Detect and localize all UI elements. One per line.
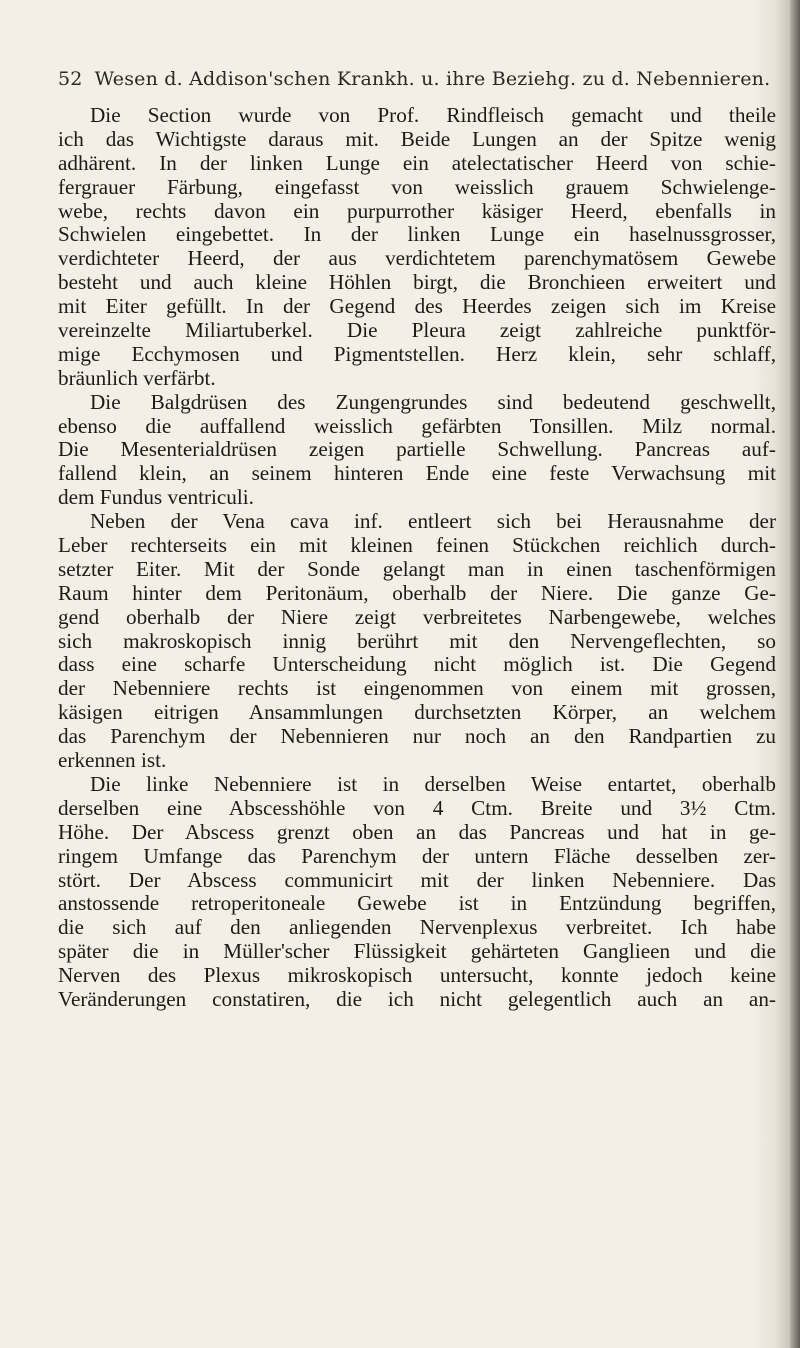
text-line: Die linke Nebenniere ist in derselben Weise entartet, oberhalb	[90, 771, 776, 796]
text-line: Nerven des Plexus mikroskopisch untersucht, konnte jedoch keine	[58, 963, 776, 988]
text-line: webe, rechts davon ein purpurrother käsiger Heerd, ebenfalls in	[58, 198, 776, 223]
text-line: Raum hinter dem Peritonäum, oberhalb der Niere. Die ganze Ge-	[58, 580, 776, 605]
text-line: fallend klein, an seinem hinteren Ende eine feste Verwachsung mit	[58, 461, 776, 486]
text-line: ringem Umfange das Parenchym der untern Fläche desselben zer-	[58, 843, 776, 868]
text-line: sich makroskopisch innig berührt mit den Nervengeflechten, so	[58, 628, 776, 653]
text-line: dem Fundus ventriculi.	[58, 485, 254, 510]
text-line: fergrauer Färbung, eingefasst von weisslich grauem Schwielenge-	[58, 174, 776, 199]
text-line: der Nebenniere rechts ist eingenommen von einem mit grossen,	[58, 676, 776, 701]
text-line: derselben eine Abscesshöhle von 4 Ctm. Breite und 3½ Ctm.	[58, 795, 776, 820]
text-line: vereinzelte Miliartuberkel. Die Pleura zeigt zahlreiche punktför-	[58, 318, 776, 343]
text-line: später die in Müller'scher Flüssigkeit gehärteten Ganglieen und die	[58, 939, 776, 964]
text-line: stört. Der Abscess communicirt mit der linken Nebenniere. Das	[58, 867, 776, 892]
text-line: Die Section wurde von Prof. Rindfleisch gemacht und theile	[90, 103, 776, 127]
body-text	[58, 104, 776, 1012]
text-line: das Parenchym der Nebennieren nur noch an den Randpartien zu	[58, 724, 776, 749]
running-header	[58, 68, 778, 90]
text-line: Neben der Vena cava inf. entleert sich bei Herausnahme der	[90, 509, 776, 534]
text-line: verdichteter Heerd, der aus verdichtetem parenchymatösem Gewebe	[58, 246, 776, 271]
text-line: Leber rechterseits ein mit kleinen feinen Stückchen reichlich durch-	[58, 533, 776, 558]
running-title: Wesen d. Addison'schen Krankh. u. ihre Beziehg. zu d. Nebennieren.	[94, 68, 771, 90]
text-line: adhärent. In der linken Lunge ein atelectatischer Heerd von schie-	[58, 150, 776, 175]
text-line: mit Eiter gefüllt. In der Gegend des Heerdes zeigen sich im Kreise	[58, 294, 776, 319]
text-line: ich das Wichtigste daraus mit. Beide Lungen an der Spitze wenig	[58, 126, 776, 151]
text-line: anstossende retroperitoneale Gewebe ist in Entzündung begriffen,	[58, 891, 776, 916]
text-line: dass eine scharfe Unterscheidung nicht möglich ist. Die Gegend	[58, 652, 776, 677]
page-edge-shadow	[790, 0, 800, 1348]
text-line: die sich auf den anliegenden Nervenplexus verbreitet. Ich habe	[58, 915, 776, 940]
text-line: gend oberhalb der Niere zeigt verbreitetes Narbengewebe, welches	[58, 604, 776, 629]
text-line: Die Mesenterialdrüsen zeigen partielle Schwellung. Pancreas auf-	[58, 437, 776, 462]
text-line: Die Balgdrüsen des Zungengrundes sind bedeutend geschwellt,	[90, 389, 776, 414]
text-line: Schwielen eingebettet. In der linken Lunge ein haselnussgrosser,	[58, 222, 776, 247]
text-line: käsigen eitrigen Ansammlungen durchsetzten Körper, an welchem	[58, 700, 776, 725]
text-line: setzter Eiter. Mit der Sonde gelangt man in einen taschenförmigen	[58, 556, 776, 581]
text-line: ebenso die auffallend weisslich gefärbten Tonsillen. Milz normal.	[58, 413, 776, 438]
text-line: Veränderungen constatiren, die ich nicht gelegentlich auch an an-	[58, 986, 776, 1011]
page-number: 52	[58, 68, 83, 90]
text-line: besteht und auch kleine Höhlen birgt, die Bronchieen erweitert und	[58, 270, 776, 295]
text-line: mige Ecchymosen und Pigmentstellen. Herz klein, sehr schlaff,	[58, 341, 776, 366]
text-line: erkennen ist.	[58, 748, 167, 773]
text-line: bräunlich verfärbt.	[58, 365, 216, 390]
text-line: Höhe. Der Abscess grenzt oben an das Pancreas und hat in ge-	[58, 819, 776, 844]
